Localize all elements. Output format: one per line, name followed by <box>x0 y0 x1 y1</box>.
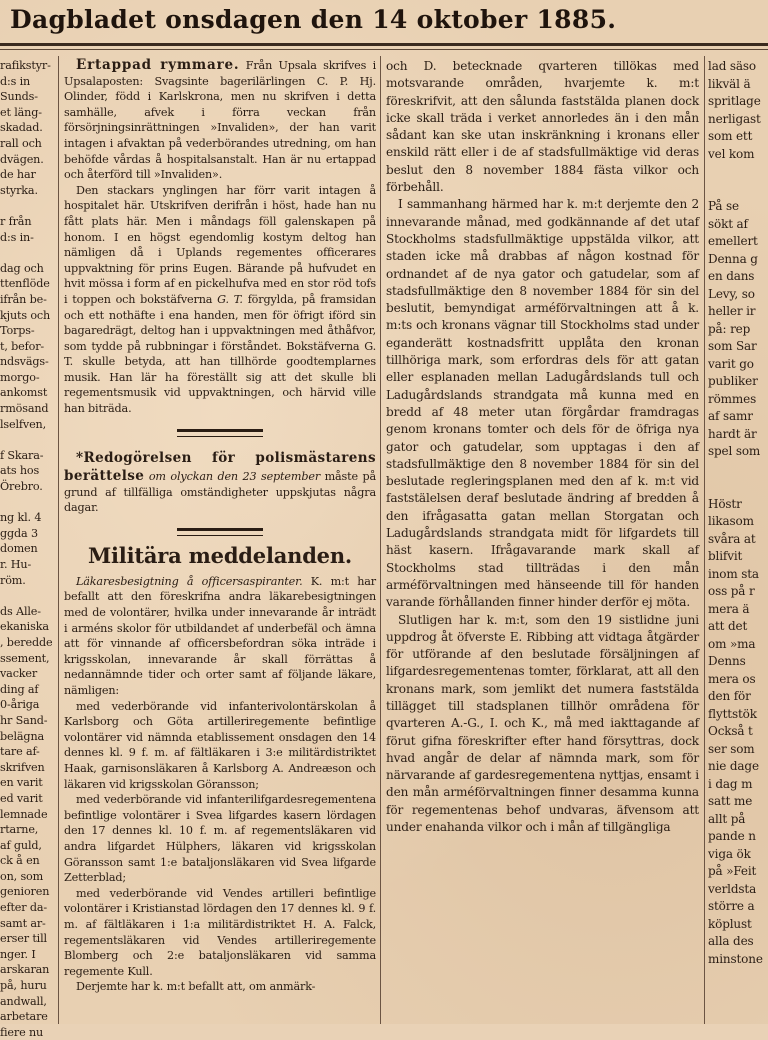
fragment-line: Sunds- <box>0 90 38 104</box>
fragment-line: römmes <box>708 391 757 406</box>
article-paragraph: med vederbörande vid infanterivolontärskolan å Karlsborg och Göta artilleriregemente befintlige volontärer vid nämnda etablissement onsdagen den 14 dennes kl. 9 f. m. af fältläkaren i 3:e militärdistriktet Haak, garnisonsläkaren å Karlsborg A. Andreæson och läkaren vid krigsskolan Göransson; <box>64 699 376 791</box>
fragment-line: inom sta <box>708 566 759 581</box>
fragment-line: oss på r <box>708 584 755 598</box>
article-text: måste på grund af tillfälliga omständigheter uppskjutas några dagar. <box>64 469 377 515</box>
fragment-line: nerligast <box>708 111 761 126</box>
article-text: K. m:t har befallt att den föreskrifna andra läkarebesigtningen med de volontärer, hvilka under innevarande år inträdt i arméns skolor för utbildandet af underbefäl och ämna att för vinnande af officersbefordran söka inträde i krigsskolan, innevarande år skall förrättas å nedannämnde tider och orter samt af följande läkare, nämligen: <box>64 574 376 697</box>
fragment-line: belägna <box>0 729 45 743</box>
article-subheading: Läkaresbesigtning å officersaspiranter. <box>76 574 303 588</box>
fragment-line: större a <box>708 899 755 913</box>
fragment-line: om »ma <box>708 636 756 651</box>
left-fragment-column <box>0 58 56 1039</box>
fragment-line: Torps- <box>0 324 35 338</box>
article-text: förgylda, på framsidan och ett nothäfte i ena handen, men för öfrigt iförd sin bagaredrägt, deltog han i uppvaktningen med åthåfvor, som tydde på rubbningar i förståndet. Bokstäfverna G. T. skulle betyda, att han tillhörde goodtemplarnes musik. Han lär ha föreställt sig att det skulle bli regementsmusik vid uppvaktningen, och härvid ville han biträda. <box>64 292 376 416</box>
fragment-line: morgo- <box>0 370 40 384</box>
fragment-line: dvägen. <box>0 152 44 166</box>
fragment-line: satt me <box>708 794 753 808</box>
article-paragraph <box>64 574 376 699</box>
fragment-line: verldsta <box>708 881 757 896</box>
fragment-line <box>0 198 56 214</box>
masthead-rule-thin <box>0 49 768 50</box>
fragment-line: vel kom <box>708 146 755 161</box>
fragment-line: ankomst <box>0 386 48 400</box>
fragment-line: d:s in- <box>0 230 34 244</box>
article-headline: Ertappad rymmare. <box>76 57 240 73</box>
right-fragment-column <box>708 58 768 1024</box>
fragment-line: i dag m <box>708 776 753 791</box>
fragment-line: r från <box>0 214 32 228</box>
fragment-line: ser som <box>708 741 755 756</box>
fragment-line: lemnade <box>0 807 48 821</box>
masthead: Dagbladet onsdagen den 14 oktober 1885. <box>10 5 617 34</box>
article-text: Den stackars ynglingen har förr varit intagen å hospitalet här. Utskrifven derifrån i höst, hade han nu fått plats här. Men i måndags föll galenskapen på honom. I en högst egendomlig kostym deltog han nämligen då i Uplands regementes officerares uppvaktning för prins Eugen. Bärande på hufvudet en hvit mössa i form af en pickelhufva med en stor röd tofs i toppen och bokstäfverna <box>64 183 376 306</box>
fragment-line: hardt är <box>708 426 757 441</box>
fragment-line: kjuts och <box>0 308 51 322</box>
fragment-line: ggda 3 <box>0 526 38 540</box>
fragment-line: andwall, <box>0 994 47 1008</box>
fragment-line <box>708 461 768 479</box>
fragment-line: tare af- <box>0 745 40 759</box>
fragment-line: som ett <box>708 129 753 143</box>
fragment-line: nie dage <box>708 759 759 773</box>
fragment-line: på, huru <box>0 979 47 993</box>
article-paragraph: med vederbörande vid infanterilifgardesregementena befintlige volontärer i Svea lifgardes kasern lördagen den 17 dennes kl. 10 f. m. af regementsläkaren vid andra lifgardet Hülphers, läkaren vid krigsskolan Göransson samt 1:e bataljonsläkaren vid Svea lifgarde Zetterblad; <box>64 793 376 885</box>
fragment-line: spritlage <box>708 94 761 108</box>
fragment-line <box>0 432 56 448</box>
column-rule <box>704 56 705 1024</box>
fragment-line: Också t <box>708 724 753 738</box>
fragment-line: sökt af <box>708 216 748 231</box>
fragment-line: allt på <box>708 811 746 826</box>
article-ertappad-rymmare <box>64 58 376 183</box>
fragment-line: en dans <box>708 269 755 283</box>
separator-rule <box>177 528 263 536</box>
fragment-line: ssement, <box>0 651 50 665</box>
article-column-1 <box>64 58 376 1024</box>
fragment-line: r. Hu- <box>0 558 32 571</box>
fragment-line: vacker <box>0 667 38 681</box>
fragment-line: pande n <box>708 829 756 843</box>
fragment-line <box>708 163 768 181</box>
fragment-line: mera os <box>708 671 756 686</box>
article-paragraph: I sammanhang härmed har k. m:t derjemte den 2 innevarande månad, med godkännande af det utaf Stockholms stadsfullmäktige uppstälda vilkor, att staden icke må drabbas af någon kostnad för ordnandet af de nya gator och gatudelar, som af stadsfullmäktige den 8 november 1884 för sin del beslutit, bemyndigat arméförvaltningen att å k. m:ts och kronans vägnar till Stockholms stad under eganderätt kostnadsfritt upplåta den kronan tillhöriga mark, som erfordras dels för att gatan eller esplanaden mellan Ladugårdslands tull och Ladugårdslands strandgata må kunna med en bredd af 48 meter utan förgårdar framdragas genom kronans tomter och dels för de öfriga nya gator och gatudelar, som upptagas i den af stadsfullmäktige den 8 november 1884 för sin del beslutade regleringsplanen med den af k. m:t vid faststälelsen deraf beslutade ändring af bredden å den ifrågasatta gatan mellan Storgatan och Ladugårdslands strandgata midt för lifgardets till häst kasern. Ifrågavarande mark skall af Stockholms stad tillträdas i den mån arméförvaltningen med hänseende till för handen varande förhållanden finner hinder derför ej möta. <box>386 197 699 610</box>
fragment-line: lselfven, <box>0 417 47 431</box>
article-paragraph: Slutligen har k. m:t, som den 19 sistlidne juni uppdrog åt öfverste E. Ribbing att vidtaga åtgärder för utförande af den beslutade försäljningen af lifgardesregementenas tomter, förklarat, att all den kronans mark, som jemlikt det numera faststälda tillägget till stadsplanen tillhör områdena för qvarteren A.-G., I. och K., må med iakttagande af förut gifna föreskrifter efter hand försyttras, dock hvad angår de delar af nämnda mark, som för närvarande af gardesregementena nyttjas, ensamt i den mån arméförvaltningen finner desamma kunna för regementenas behof undvaras, äfvensom att under enahanda vilkor och i mån af tillgängliga <box>386 612 699 835</box>
fragment-line: genioren <box>0 885 50 899</box>
article-paragraph: och D. betecknade qvarteren tillökas med motsvarande områden, hvarjemte k. m:t föreskrifvit, att den sålunda faststälda planen dock icke skall träda i verket annorledes än i den mån sådant kan ske utan inskränkning i kronans eller enskild rätt eller i de af stadsfullmäktige vid deras beslut den 8 november 1884 fästa vilkor och förbehåll. <box>386 59 699 195</box>
fragment-line: att det <box>708 619 748 633</box>
fragment-line <box>0 495 56 511</box>
fragment-line: på: rep <box>708 321 751 336</box>
fragment-line: På se <box>708 199 740 213</box>
fragment-line <box>708 478 768 496</box>
article-paragraph: Derjemte har k. m:t befallt att, om anmärk- <box>76 980 316 994</box>
article-text: Från Upsala skrifves i Upsalaposten: Svagsinte bagerilärlingen C. P. Hj. Olinder, född i Karlskrona, men nu skrifven i detta samhälle, afvek i förra veckan från försörjningsinrättningen »Invaliden», der han varit intagen i afvaktan på vederbörandes utredning, om han behöfde vårdas å hospitalsanstalt. Han är nu ertappad och återförd till »Invaliden». <box>64 59 377 182</box>
fragment-line: fiere nu <box>0 1025 44 1039</box>
fragment-line: emellert <box>708 234 758 248</box>
fragment-line: hr Sand- <box>0 713 48 727</box>
fragment-line: den för <box>708 689 751 703</box>
fragment-line: flyttstök <box>708 706 757 721</box>
fragment-line: de har <box>0 168 36 182</box>
fragment-line: styrka. <box>0 183 38 197</box>
fragment-line: erser till <box>0 932 47 946</box>
fragment-line: ck å en <box>0 854 40 868</box>
fragment-line: viga ök <box>708 846 751 861</box>
fragment-line: rafikstyr- <box>0 59 51 72</box>
fragment-line: minstone <box>708 951 763 966</box>
fragment-line: et läng- <box>0 105 42 119</box>
fragment-line: likväl ä <box>708 76 751 91</box>
fragment-line: mera ä <box>708 601 750 616</box>
fragment-line: ats hos <box>0 464 40 478</box>
fragment-line: köplust <box>708 916 752 931</box>
fragment-line: en varit <box>0 776 43 790</box>
fragment-line: svåra at <box>708 531 756 546</box>
article-redogorelse <box>64 449 376 516</box>
fragment-line: t, befor- <box>0 339 45 353</box>
fragment-line: Denns <box>708 654 746 668</box>
article-paragraph: med vederbörande vid Vendes artilleri befintlige volontärer i Kristianstad lördagen den 17 dennes kl. 9 f. m. af fältläkaren i 1:a militärdistriktet H. A. Falck, regementsläkaren vid Vendes artilleriregemente Blomberg och 2:e bataljonsläkaren vid samma regemente Kull. <box>64 886 376 978</box>
fragment-line: ding af <box>0 682 39 696</box>
fragment-line: rall och <box>0 136 42 150</box>
fragment-line <box>0 588 56 604</box>
fragment-line: ifrån be- <box>0 292 47 306</box>
fragment-line: spel som <box>708 444 761 458</box>
fragment-line: ndsvägs- <box>0 355 49 369</box>
fragment-line: skadad. <box>0 121 43 135</box>
fragment-line: rtarne, <box>0 823 39 837</box>
fragment-line: efter da- <box>0 901 48 915</box>
column-rule <box>380 56 381 1024</box>
fragment-line: lad säso <box>708 59 756 73</box>
fragment-line: som Sar <box>708 339 757 353</box>
fragment-line: skrifven <box>0 760 45 774</box>
fragment-line: ng kl. 4 <box>0 511 42 525</box>
fragment-line: Örebro. <box>0 480 43 494</box>
fragment-line: domen <box>0 542 38 556</box>
section-heading: Militära meddelanden. <box>87 542 353 568</box>
fragment-line: , beredde <box>0 635 53 649</box>
fragment-line: samt ar- <box>0 916 46 930</box>
fragment-line: alla des <box>708 934 754 948</box>
fragment-line: på »Feit <box>708 864 757 878</box>
fragment-line: rmösand <box>0 402 49 416</box>
fragment-line: ttenflöde <box>0 277 50 291</box>
fragment-line: likasom <box>708 514 754 528</box>
fragment-line: Höstr <box>708 496 742 511</box>
fragment-line: varit go <box>708 356 754 371</box>
fragment-line: Levy, so <box>708 286 755 301</box>
article-text: om olyckan den 23 september <box>148 469 321 483</box>
fragment-line: arbetare <box>0 1010 48 1024</box>
fragment-line: ed varit <box>0 791 43 805</box>
fragment-line: 0-åriga <box>0 698 40 712</box>
article-column-2 <box>386 58 699 1024</box>
article-text: G. T. <box>217 292 243 306</box>
column-rule <box>58 56 59 1024</box>
fragment-line <box>708 181 768 199</box>
fragment-line: dag och <box>0 261 44 275</box>
fragment-line: ds Alle- <box>0 604 41 618</box>
fragment-line: af guld, <box>0 838 42 852</box>
fragment-line: Denna g <box>708 251 758 266</box>
fragment-line: f Skara- <box>0 448 44 462</box>
fragment-line: arskaran <box>0 963 50 977</box>
masthead-rule <box>0 43 768 46</box>
fragment-line: nger. I <box>0 947 36 961</box>
article-headline: *Redogörelsen för polismästarens berättelse <box>64 449 376 484</box>
fragment-line: af samr <box>708 409 753 423</box>
fragment-line: ekaniska <box>0 620 49 634</box>
fragment-line: heller ir <box>708 304 756 318</box>
fragment-line: on, som <box>0 869 44 883</box>
separator-rule <box>177 429 263 437</box>
fragment-line: publiker <box>708 374 758 388</box>
fragment-line: blifvit <box>708 549 743 563</box>
fragment-line <box>0 245 56 261</box>
article-paragraph <box>64 183 376 417</box>
fragment-line: röm. <box>0 573 26 587</box>
fragment-line: d:s in <box>0 74 31 88</box>
